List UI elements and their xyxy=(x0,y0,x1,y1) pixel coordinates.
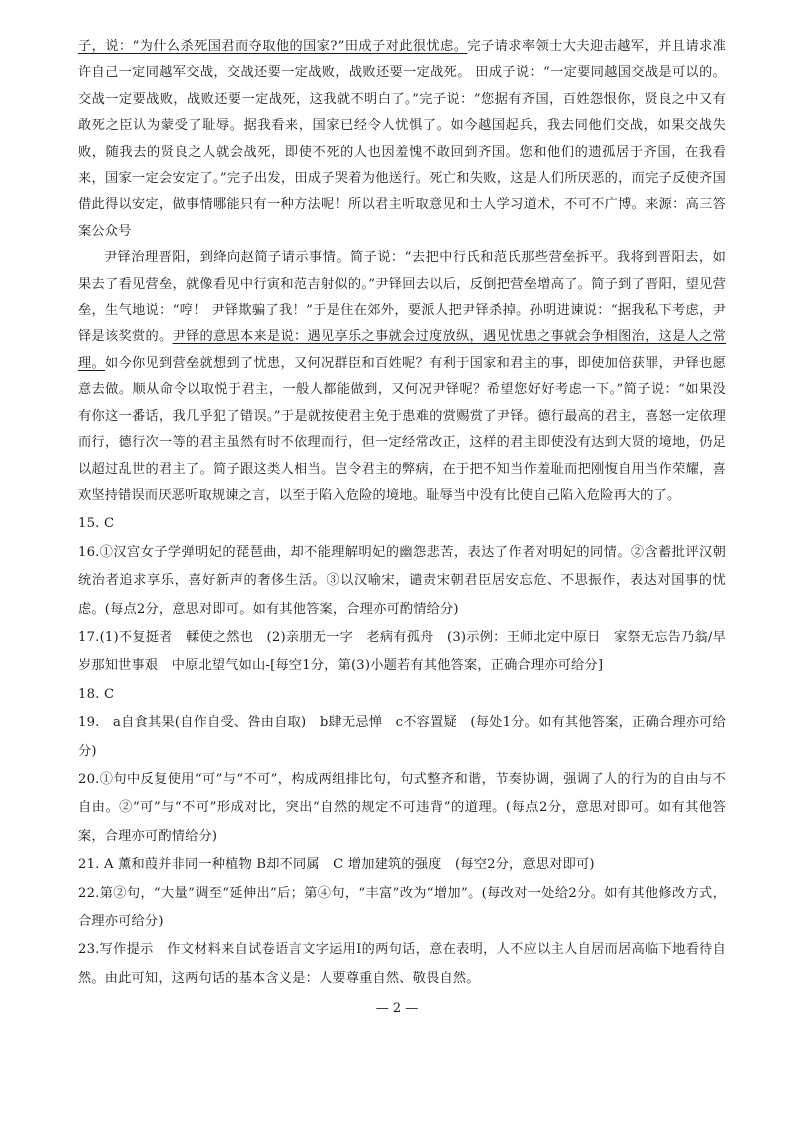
answer-17: 17.(1)不复挺者 輮使之然也 (2)亲朋无一字 老病有孤舟 (3)示例：王师北定中原日 家祭无忘告乃翁/早岁那知世事艰 中原北望气如山-[每空1分，第(3)小题若有其他答案，正确合理亦可给分] xyxy=(78,629,726,674)
answer-list xyxy=(78,510,726,993)
answer-16: 16.①汉宫女子学弹明妃的琵琶曲，却不能理解明妃的幽怨悲苦，表达了作者对明妃的同情。②含蓄批评汉朝统治者追求享乐，喜好新声的奢侈生活。③以汉喻宋，谴责宋朝君臣居安忘危、不思振作，表达对国事的忧虑。(每点2分，意思对即可。如有其他答案，合理亦可酌情给分) xyxy=(78,544,726,617)
passage-paragraph-1 xyxy=(78,34,726,245)
passage-paragraph-2 xyxy=(78,245,726,509)
answer-18: 18. C xyxy=(78,686,115,702)
answer-19: 19. a自食其果(自作自受、咎由自取) b肆无忌惮 c不容置疑 (每处1分。如有其他答案，正确合理亦可给分) xyxy=(78,715,726,759)
answer-20: 20.①句中反复使用“可”与“不可”，构成两组排比句，句式整齐和谐，节奏协调，强调了人的行为的自由与不自由。②“可”与“不可”形成对比，突出“自然的规定不可违背”的道理。(每点2分，意思对即可。如有其他答案，合理亦可酌情给分) xyxy=(78,771,726,844)
paragraph-text: 完子请求率领士大夫迎击越军，并且请求准许自己一定同越军交战，交战还要一定战败，战败还要一定战死。 田成子说：“一定要同越国交战是可以的。交战一定要战败，战败还要一定战死，这我就不明白了。”完子说：“您据有齐国，百姓怨恨你，贤良之中又有敢死之臣认为蒙受了耻辱。据我看来，国家已经令人忧惧了。如今越国起兵，我去同他们交战，如果交战失败，随我去的贤良之人就会战死，即使不死的人也因羞愧不敢回到齐国。您和他们的遗孤居于齐国，在我看来，国家一定会安定了。”完子出发，田成子哭着为他送行。死亡和失败，这是人们所厌恶的，而完子反使齐国借此得以安定，做事情哪能只有一种方法呢！所以君主听取意见和士人学习道术，不可不广博。来源：高三答案公众号 xyxy=(78,39,726,239)
underlined-sentence: 子，说：“为什么杀死国君而夺取他的国家?”田成子对此很忧虑。 xyxy=(78,39,468,54)
page-number: — 2 — xyxy=(375,1001,419,1016)
answer-21: 21. A 薰和葭并非同一种植物 B却不同属 C 增加建筑的强度 (每空2分，意思对即可) xyxy=(78,857,595,873)
answer-23: 23.写作提示 作文材料来自试卷语言文字运用Ⅰ的两句话，意在表明，人不应以主人自居而居高临下地看待自然。由此可知，这两句话的基本含义是：人要尊重自然、敬畏自然。 xyxy=(78,942,726,986)
answer-22: 22.第②句，“大量”调至“延伸出”后；第④句，“丰富”改为“增加”。(每改对一处给2分。如有其他修改方式，合理亦可给分) xyxy=(78,885,726,929)
paragraph-text: 如今你见到营垒就想到了忧患，又何况群臣和百姓呢？有利于国家和君主的事，即使加倍获罪，尹铎也愿意去做。顺从命令以取悦于君主，一般人都能做到，又何况尹铎呢？希望您好好考虑一下。”简子说：“如果没有你这一番话，我几乎犯了错误。”于是就按使君主免于患难的赏赐赏了尹铎。德行最高的君主，喜怒一定依理而行，德行次一等的君主虽然有时不依理而行，但一定经常改正，这样的君主即使没有达到大贤的境地，仍足以超过乱世的君主了。简子跟这类人相当。岂令君主的弊病，在于把不知当作羞耻而把刚愎自用当作荣耀，喜欢坚持错误而厌恶听取规谏之言，以至于陷入危险的境地。耻辱当中没有比使自己陷入危险再大的了。 xyxy=(78,355,726,503)
paragraph-text: 尹铎治理晋阳，到绛向赵简子请示事情。简子说：“去把中行氏和范氏那些营垒拆平。我将到晋阳去，如果去了看见营垒，就像看见中行寅和范吉射似的。”尹铎回去以后，反倒把营垒增高了。简子到了晋阳，望见营垒，生气地说：“哼！ 尹铎欺骗了我！”于是住在郊外，要派人把尹铎杀掉。孙明进谏说：“据我私下考虑，尹铎是该奖赏的。 xyxy=(78,250,726,345)
underlined-sentence: 尹铎的意思本来是说：遇见享乐之事就会过度放纵，遇见忧患之事就会争相图治，这是人之常理。 xyxy=(78,329,726,371)
document-page xyxy=(78,34,726,993)
answer-15: 15. C xyxy=(78,516,115,532)
